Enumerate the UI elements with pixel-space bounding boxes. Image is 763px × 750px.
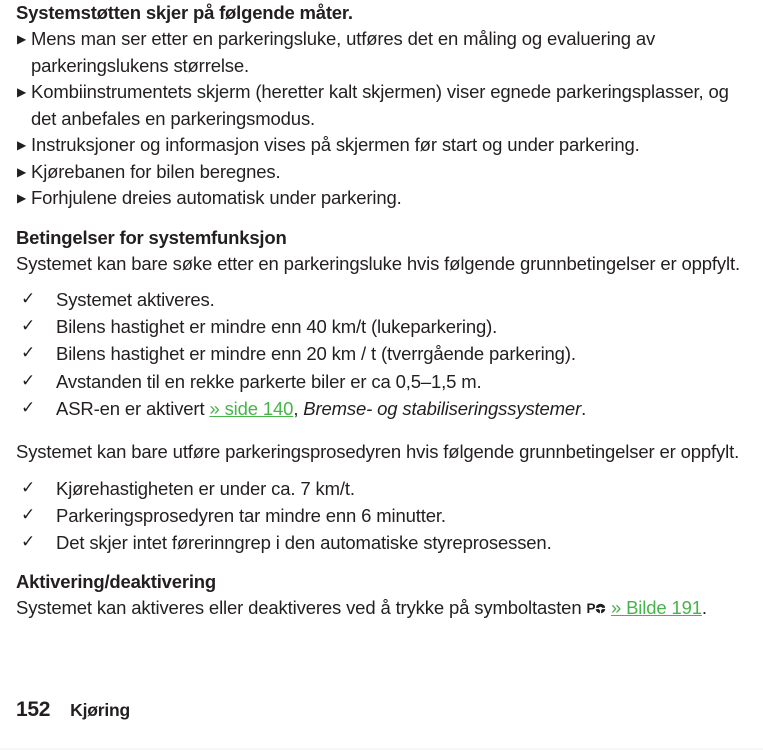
list-item-text: Avstanden til en rekke parkerte biler er ca 0,5–1,5 m. [56,370,482,392]
support-bullet-list [16,26,747,212]
triangle-bullet-icon: ▶ [17,32,27,46]
list-item-text: Kjørehastigheten er under ca. 7 km/t. [56,477,355,499]
conditions-heading: Betingelser for systemfunksjon [16,226,287,248]
check-icon: ✓ [21,477,36,498]
triangle-bullet-icon: ▶ [17,85,27,99]
search-conditions-list [16,286,747,422]
referenced-chapter-title: Bremse- og stabiliseringssystemer [303,397,582,419]
check-icon: ✓ [21,343,36,364]
triangle-bullet-icon: ▶ [17,164,27,179]
triangle-bullet-icon: ▶ [17,138,27,152]
procedure-intro-paragraph: Systemet kan bare utføre parkeringsprosedyren hvis følgende grunnbetingelser er oppfylt. [16,441,740,463]
list-item-text: Kjørebanen for bilen beregnes. [31,160,281,182]
cross-reference-link-bilde-191[interactable]: » Bilde 191 [610,597,702,619]
check-icon: ✓ [21,504,36,525]
list-item [16,159,747,186]
list-item [16,475,747,502]
check-icon: ✓ [21,289,36,309]
support-heading: Systemstøtten skjer på følgende måter. [16,2,353,23]
list-item [16,313,747,340]
list-item [16,340,747,367]
list-item-text-separator: , [293,397,304,419]
activation-heading: Aktivering/deaktivering [16,571,216,593]
list-item [16,286,747,313]
page-footer [16,698,130,722]
list-item-text: Mens man ser etter en parkeringsluke, utføres det en måling og evaluering av parkeringslukens størrelse. [31,28,656,76]
list-item [16,529,747,556]
list-item-text: Bilens hastighet er mindre enn 40 km/t (lukeparkering). [56,316,498,338]
list-item-text: Systemet aktiveres. [56,289,215,310]
steering-wheel-icon [595,595,606,606]
list-item-text-suffix: . [581,397,587,419]
list-item-text: Instruksjoner og informasjon vises på skjermen før start og under parkering. [31,134,640,155]
chapter-name: Kjøring [70,700,130,720]
cross-reference-link-side-140[interactable]: » side 140 [209,397,294,419]
check-icon: ✓ [21,531,36,552]
triangle-bullet-icon: ▶ [17,191,27,205]
list-item [16,26,747,79]
symbol-key-p-label: P [586,601,596,617]
parking-assist-symbol-key [586,594,606,623]
check-icon: ✓ [21,370,36,391]
check-icon: ✓ [21,397,36,418]
activation-paragraph [16,595,747,624]
list-item-text: Bilens hastighet er mindre enn 20 km / t (tverrgående parkering). [56,343,576,365]
list-item-text: Kombiinstrumentets skjerm (heretter kalt skjermen) viser egnede parkeringsplasser, og det anbefales en parkeringsmodus. [31,81,729,129]
activation-text-suffix: . [701,597,707,619]
list-item [16,185,747,212]
list-item [16,368,747,395]
list-item-text: Det skjer intet førerinngrep i den automatiske styreprosessen. [56,531,552,553]
list-item-text-prefix: ASR-en er aktivert [56,397,210,419]
procedure-conditions-list [16,475,747,557]
list-item-text: Forhjulene dreies automatisk under parkering. [31,187,402,208]
check-icon: ✓ [21,316,36,337]
list-item [16,79,747,132]
activation-text-prefix: Systemet kan aktiveres eller deaktiveres ved å trykke på symboltasten [16,597,587,619]
page-number: 152 [16,698,51,721]
list-item-text: Parkeringsprosedyren tar mindre enn 6 minutter. [56,504,446,526]
list-item [16,132,747,159]
search-intro-paragraph: Systemet kan bare søke etter en parkeringsluke hvis følgende grunnbetingelser er oppfylt. [16,252,740,274]
list-item-cross-reference [16,395,747,422]
list-item [16,502,747,529]
